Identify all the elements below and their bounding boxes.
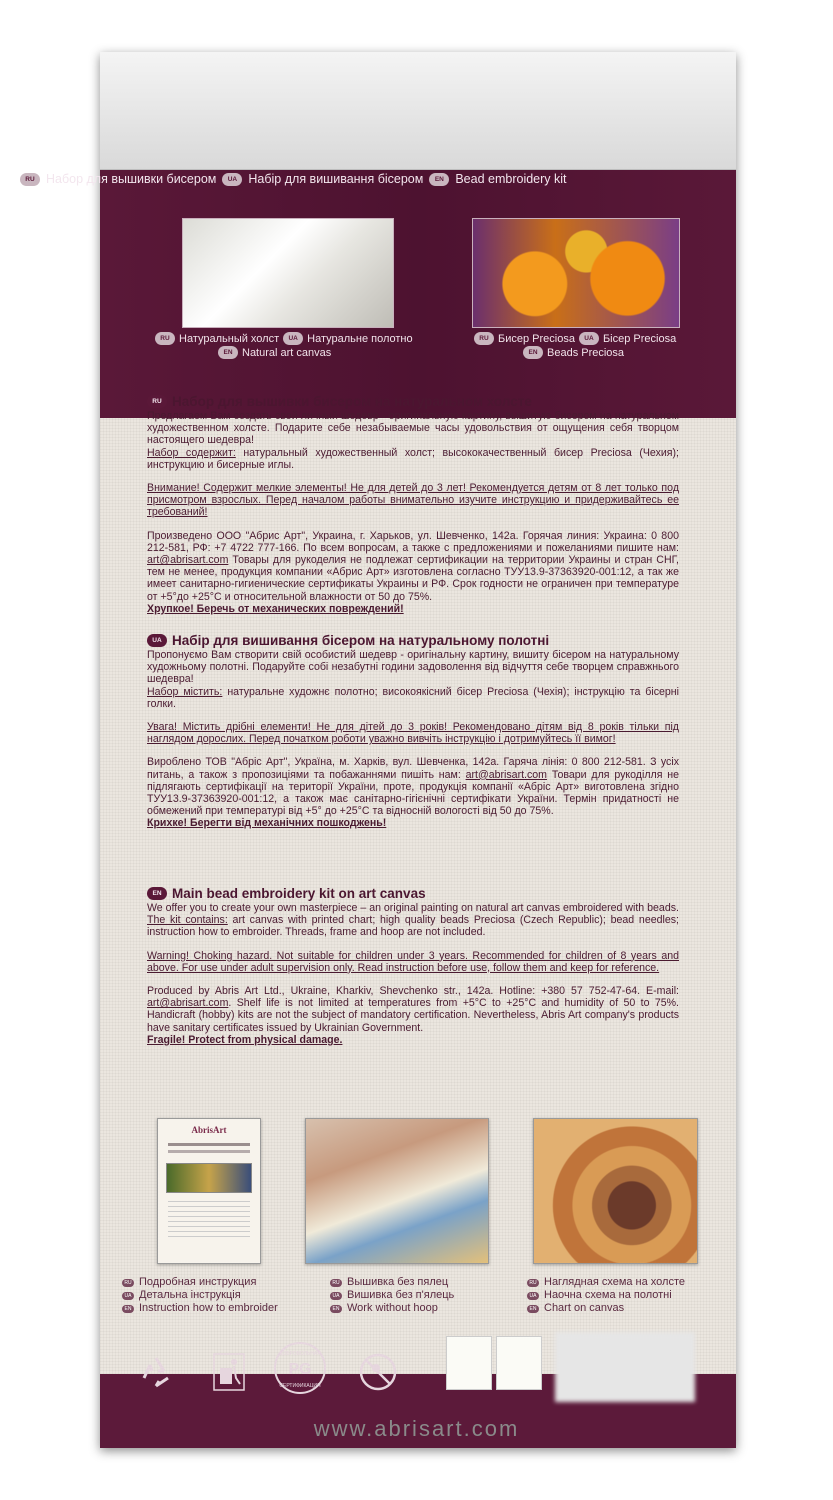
- feature-1-ua: Детальна інструкція: [139, 1289, 241, 1301]
- en-description: [147, 902, 679, 939]
- ua-producer: [147, 756, 679, 817]
- ru-section-title: [147, 394, 679, 409]
- ua-title-text: Набір для вишивання бісером на натуральному полотні: [172, 633, 550, 648]
- beads-caption-line1: [474, 332, 676, 345]
- en-email-link[interactable]: art@abrisart.com: [147, 997, 229, 1010]
- ru-warning: Внимание! Содержит мелкие элементы! Не для детей до 3 лет! Рекомендуется детям от 8 лет только под присмотром взрослых. Перед началом работы внимательно изучите инструкцию и придерживайтесь ее требований!: [147, 482, 679, 519]
- trash-bin-icon: [207, 1350, 251, 1394]
- canvas-caption-ua: Натуральне полотно: [307, 332, 413, 345]
- en-producer: [147, 985, 679, 1034]
- ua-badge: UA: [283, 332, 303, 345]
- ua-contents: натуральне художнє полотно; високоякісний бісер Preciosa (Чехія); інструкцію та бісерні голки.: [147, 685, 680, 710]
- en-producer-text: Produced by Abris Art Ltd., Ukraine, Kharkiv, Shevchenko str., 142a. Hotline: +380 57 752-47-64. E-mail:: [147, 985, 679, 998]
- product-title-line: [20, 172, 620, 186]
- ru-badge: RU: [20, 173, 40, 186]
- ua-fragile-notice: Крихке! Берегти від механічних пошкоджень!: [147, 817, 387, 830]
- feature-no-hoop-caption: [330, 1276, 454, 1315]
- ru-intro: Предлагаем Вам создать свой личный шедевр - оригинальную картину, вышитую бисером на натуральном художественном холсте. Подарите себе незабываемые часы удовольствия от ощущения себя творцом настоящего шедевра!: [147, 410, 679, 447]
- canvas-caption-line2: [218, 346, 331, 359]
- ru-badge: RU: [155, 332, 175, 345]
- pg-badge-bottom: СЕРТИФИКАЦИЯ: [279, 1383, 321, 1389]
- ru-title-text: Набор для вышивки бисером на натуральном холсте: [172, 394, 532, 409]
- website-url[interactable]: www.abrisart.com: [313, 1416, 520, 1441]
- chart-on-canvas-thumbnail: [533, 1118, 698, 1264]
- ru-producer-text: Произведено ООО "Абрис Арт", Украина, г. Харьков, ул. Шевченко, 142а. Горячая линия: Украина: 0 800 212-581, РФ: +7 4722 777-166. По всем вопросам, а также с предложениями и пожеланиями пишите нам:: [147, 529, 679, 554]
- ru-badge: RU: [122, 1279, 134, 1287]
- ru-badge: RU: [147, 395, 167, 408]
- ru-section: [147, 394, 679, 615]
- ua-warning: Увага! Містить дрібні елементи! Не для дітей до 3 років! Рекомендовано дітям від 8 років тільки під наглядом дорослих. Перед початком роботи уважно вивчіть інструкцію і дотримуйтесь її вимог!: [147, 721, 679, 746]
- en-title-text: Main bead embroidery kit on art canvas: [172, 886, 426, 901]
- feature-2-ru: Вышивка без пялец: [347, 1276, 449, 1288]
- ru-contents: натуральный художественный холст; высококачественный бисер Preciosa (Чехия); инструкцию и бисерные иглы.: [147, 446, 679, 471]
- ua-intro: Пропонуємо Вам створити свій особистий шедевр - оригінальну картину, вишиту бісером на натуральному художньому полотні. Подаруйте собі незабутні години задоволення від відчуття себе творцем справжнього шедевра!: [147, 649, 679, 686]
- work-without-hoop-thumbnail: [305, 1118, 489, 1264]
- ru-description: [147, 410, 679, 471]
- abrisart-logo: AbrisArt: [191, 1125, 227, 1135]
- feature-1-ru: Подробная инструкция: [139, 1276, 257, 1288]
- certificate-document-1: [446, 1336, 492, 1390]
- feature-2-en: Work without hoop: [347, 1302, 438, 1314]
- natural-canvas-photo: [182, 218, 394, 328]
- ua-producer-text: Вироблено ТОВ "Абріс Арт", Україна, м. Харків, вул. Шевченка, 142а. Гаряча лінія: 0 800 212-581. З усіх питань, а також з пропозиціями та побажаннями пишіть нам:: [147, 756, 679, 781]
- ua-email-link[interactable]: art@abrisart.com: [465, 768, 547, 781]
- beads-caption-line2: [523, 346, 624, 359]
- ru-product-title: Набор для вышивки бисером: [46, 172, 217, 186]
- pg-badge-mid: PG: [288, 1361, 312, 1378]
- ua-badge: UA: [579, 332, 599, 345]
- en-contents: art canvas with printed chart; high quality beads Preciosa (Czech Republic); bead needles; instruction how to embroider. Threads, frame and hoop are not included.: [147, 914, 679, 939]
- no-small-children-icon: [356, 1350, 400, 1394]
- ru-badge: RU: [474, 332, 494, 345]
- ru-contents-label: Набор содержит:: [147, 446, 236, 459]
- en-contents-label: The kit contains:: [147, 914, 228, 927]
- ua-section-title: [147, 633, 679, 648]
- en-badge: EN: [330, 1305, 342, 1313]
- preciosa-beads-photo: [472, 218, 680, 328]
- feature-1-en: Instruction how to embroider: [139, 1302, 278, 1314]
- en-badge: EN: [429, 173, 449, 186]
- ua-badge: UA: [147, 634, 167, 647]
- ru-badge: RU: [527, 1279, 539, 1287]
- ua-badge: UA: [222, 173, 242, 186]
- ru-badge: RU: [330, 1279, 342, 1287]
- canvas-caption-en: Natural art canvas: [242, 346, 332, 359]
- ru-producer-text-2: Товары для рукоделия не подлежат сертификации на территории Украины и стран СНГ, тем не менее, продукция компании «Абрис Арт» изготовлена согласно ТУУ13.9-37363920-001:12, а так же имеет санитарно-гигиенические сертификаты Украины и РФ. Срок годности не ограничен при температуре от +5°до +25°С и относительной влажности от 50 до 75%.: [147, 554, 679, 603]
- en-warning: Warning! Choking hazard. Not suitable for children under 3 years. Recommended for children of 8 years and above. For use under adult supervision only. Read instruction before use, follow them and keep for reference.: [147, 949, 679, 974]
- ru-fragile-notice: Хрупкое! Беречь от механических повреждений!: [147, 602, 404, 615]
- feature-2-ua: Вишивка без п'ялець: [347, 1289, 455, 1301]
- en-fragile-notice: Fragile! Protect from physical damage.: [147, 1033, 343, 1046]
- ru-producer: [147, 530, 679, 603]
- en-section-title: [147, 886, 679, 901]
- en-section: [147, 886, 679, 1046]
- en-producer-text-2: . Shelf life is not limited at temperatures from +5°C to +25°C and humidity of 50 to 75%. Handicraft (hobby) kits are not the subject of mandatory certification. Nevertheless, Abris Art company's products have sanitary certificates issued by Ukrainian Government.: [147, 997, 679, 1034]
- en-badge: EN: [218, 346, 238, 359]
- ua-badge: UA: [527, 1292, 539, 1300]
- ua-badge: UA: [330, 1292, 342, 1300]
- canvas-caption-ru: Натуральный холст: [179, 332, 280, 345]
- beads-caption-ua: Бісер Preciosa: [602, 332, 677, 345]
- hanger-strip: [100, 52, 736, 170]
- certification-badge-icon: [270, 1343, 330, 1393]
- canvas-caption-line1: [155, 332, 413, 345]
- beads-caption-en: Beads Preciosa: [547, 346, 625, 359]
- ua-badge: UA: [122, 1292, 134, 1300]
- en-intro: We offer you to create your own masterpiece – an original painting on natural art canvas embroidered with beads.: [147, 902, 679, 914]
- en-badge: EN: [527, 1305, 539, 1313]
- feature-3-ua: Наочна схема на полотні: [544, 1289, 672, 1301]
- feature-chart-caption: [527, 1276, 685, 1315]
- ua-product-title: Набір для вишивання бісером: [248, 172, 424, 186]
- certificate-document-2: [496, 1336, 542, 1390]
- pg-badge-top: ДОБРОВОЛЬНАЯ: [279, 1351, 321, 1357]
- ua-contents-label: Набор містить:: [147, 685, 223, 698]
- ru-email-link[interactable]: art@abrisart.com: [147, 554, 229, 567]
- beads-caption-ru: Бисер Preciosa: [498, 332, 575, 345]
- blurred-article-code: [555, 1332, 695, 1402]
- ua-description: [147, 649, 679, 710]
- feature-3-en: Chart on canvas: [544, 1302, 625, 1314]
- en-badge: EN: [122, 1305, 134, 1313]
- recycle-icon: [134, 1350, 178, 1394]
- feature-3-ru: Наглядная схема на холсте: [544, 1276, 686, 1288]
- en-product-title: Bead embroidery kit: [455, 172, 567, 186]
- en-badge: EN: [147, 887, 167, 900]
- feature-instruction-caption: [122, 1276, 278, 1315]
- ua-section: [147, 633, 679, 829]
- ua-producer-text-2: Товари для рукоділля не підлягають сертифікації на території України, проте, продукція компанії «Абріс Арт» виготовлена згідно ТУУ13.9-37363920-001:12, а також має санітарно-гігієнічні сертифікати України. Термін придатності не обмежений при температурі від +5° до +25°С та відносній вологості від 50 до 75%.: [147, 768, 679, 818]
- instruction-thumbnail: [157, 1118, 261, 1264]
- en-badge: EN: [523, 346, 543, 359]
